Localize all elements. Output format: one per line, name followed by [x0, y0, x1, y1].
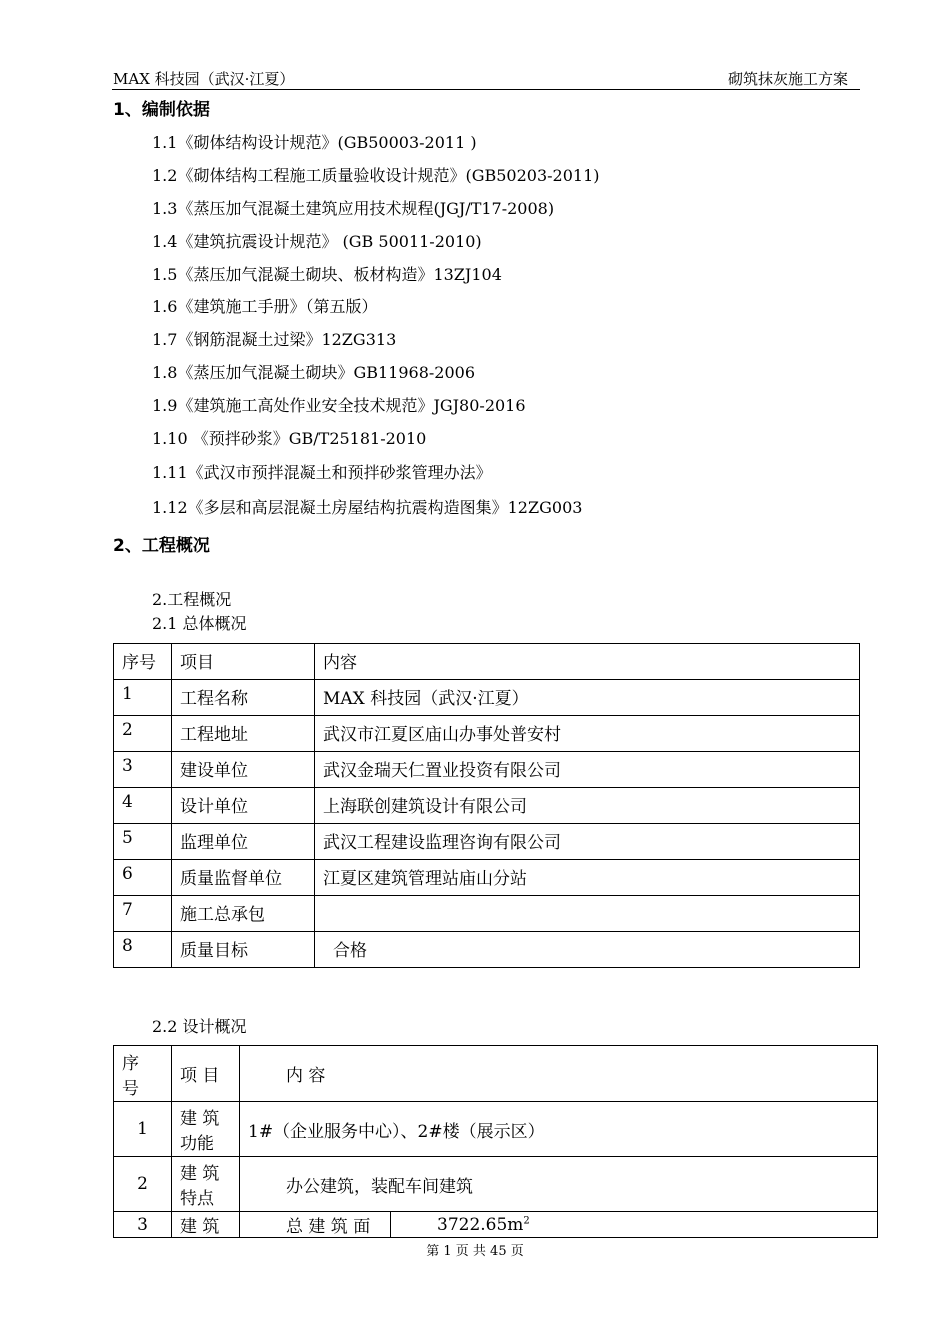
table-row: [114, 824, 860, 860]
column-header-item: 项 目: [172, 1046, 240, 1102]
table-row: [114, 860, 860, 896]
design-overview-table: [113, 1045, 878, 1238]
table-row: [114, 788, 860, 824]
row-content: 武汉工程建设监理咨询有限公司: [315, 824, 860, 860]
header-project-name: MAX 科技园（武汉·江夏）: [113, 70, 295, 88]
table-row: [114, 752, 860, 788]
row-item: 施工总承包: [172, 896, 315, 932]
table-header-row: [114, 1046, 878, 1102]
row-content: MAX 科技园（武汉·江夏）: [315, 680, 860, 716]
table-row: [114, 1212, 878, 1238]
row-item: 建设单位: [172, 752, 315, 788]
header-document-title: 砌筑抹灰施工方案: [727, 70, 848, 88]
row-number: 1: [114, 1102, 172, 1157]
section-1-title: 1、编制依据: [113, 100, 210, 120]
reference-item: 1.3《蒸压加气混凝土建筑应用技术规程(JGJ/T17-2008): [152, 199, 555, 218]
row-content: 办公建筑，装配车间建筑: [240, 1157, 878, 1212]
row-content: 江夏区建筑管理站庙山分站: [315, 860, 860, 896]
reference-item: 1.8《蒸压加气混凝土砌块》GB11968-2006: [152, 363, 476, 382]
table-row: [114, 1102, 878, 1157]
row-item: 建 筑 特点: [172, 1157, 240, 1212]
table-row: [114, 680, 860, 716]
row-number: 2: [114, 1157, 172, 1212]
overview-table: [113, 643, 860, 968]
row-content: 武汉市江夏区庙山办事处普安村: [315, 716, 860, 752]
table-row: [114, 932, 860, 968]
row-number: 2: [114, 716, 172, 752]
table-row: [114, 716, 860, 752]
row-item: 工程地址: [172, 716, 315, 752]
column-header: 内容: [315, 644, 860, 680]
reference-item: 1.11《武汉市预拌混凝土和预拌砂浆管理办法》: [152, 463, 492, 482]
row-label: 总 建 筑 面: [240, 1212, 391, 1238]
table-header-row: [114, 644, 860, 680]
row-number: 6: [114, 860, 172, 896]
reference-item: 1.5《蒸压加气混凝土砌块、板材构造》13ZJ104: [152, 265, 502, 284]
reference-item: 1.9《建筑施工高处作业安全技术规范》JGJ80-2016: [152, 396, 526, 415]
row-number: 5: [114, 824, 172, 860]
row-number: 1: [114, 680, 172, 716]
header-divider: [112, 89, 860, 90]
row-item: 质量监督单位: [172, 860, 315, 896]
page-footer: 第 1 页 共 45 页: [426, 1244, 524, 1259]
row-item: 质量目标: [172, 932, 315, 968]
row-item: 工程名称: [172, 680, 315, 716]
row-content: 合格: [315, 932, 860, 968]
column-header-content: 内 容: [240, 1046, 878, 1102]
section-2-title: 2、工程概况: [113, 536, 210, 556]
reference-item: 1.12《多层和高层混凝土房屋结构抗震构造图集》12ZG003: [152, 498, 583, 517]
reference-item: 1.7《钢筋混凝土过梁》12ZG313: [152, 330, 397, 349]
row-content: [315, 896, 860, 932]
row-number: 8: [114, 932, 172, 968]
row-number: 3: [114, 752, 172, 788]
row-item: 建 筑 功能: [172, 1102, 240, 1157]
reference-item: 1.2《砌体结构工程施工质量验收设计规范》(GB50203-2011): [152, 166, 600, 185]
table-row: [114, 896, 860, 932]
row-content: 1#（企业服务中心）、2#楼（展示区）: [240, 1102, 878, 1157]
reference-item: 1.6《建筑施工手册》（第五版）: [152, 297, 378, 316]
row-number: 7: [114, 896, 172, 932]
row-number: 3: [114, 1212, 172, 1238]
row-number: 4: [114, 788, 172, 824]
reference-item: 1.1《砌体结构设计规范》(GB50003-2011 ): [152, 133, 477, 152]
reference-item: 1.10 《预拌砂浆》GB/T25181-2010: [152, 429, 427, 448]
subsection-2-1-heading: 2.1 总体概况: [152, 614, 247, 633]
reference-item: 1.4《建筑抗震设计规范》 (GB 50011-2010): [152, 232, 482, 251]
row-item: 建 筑: [172, 1212, 240, 1238]
column-header: 项目: [172, 644, 315, 680]
row-content: 上海联创建筑设计有限公司: [315, 788, 860, 824]
subsection-2-2-heading: 2.2 设计概况: [152, 1017, 247, 1036]
subsection-heading: 2.工程概况: [152, 590, 232, 609]
row-item: 设计单位: [172, 788, 315, 824]
row-value: $3722.65m^2$: [391, 1212, 878, 1238]
row-item: 监理单位: [172, 824, 315, 860]
column-header: 序号: [114, 644, 172, 680]
row-content: 武汉金瑞天仁置业投资有限公司: [315, 752, 860, 788]
table-row: [114, 1157, 878, 1212]
column-header-number: 序 号: [114, 1046, 172, 1102]
